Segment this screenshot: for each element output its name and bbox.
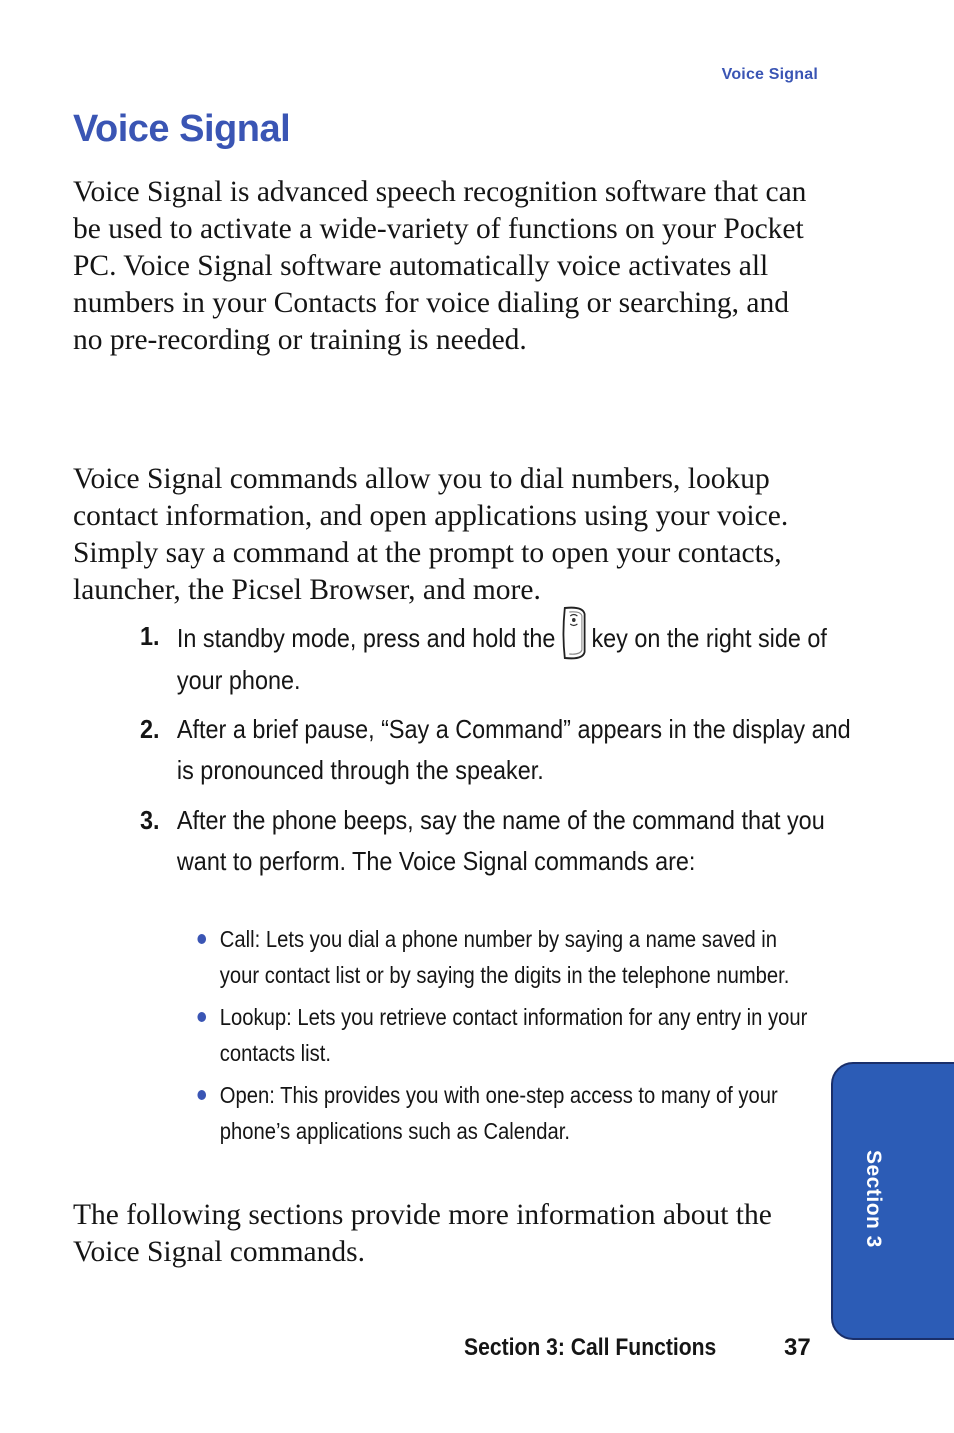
step-item <box>140 709 852 790</box>
section-tab-label: Section 3 <box>862 1150 885 1248</box>
bullet-dot-icon <box>197 1090 206 1100</box>
bullet-item <box>194 922 822 993</box>
page-number: 37 <box>784 1334 811 1361</box>
bullet-text: Open: This provides you with one-step access to many of your phone’s applications such as Calendar. <box>219 1082 778 1144</box>
step-text: In standby mode, press and hold the <box>176 622 556 653</box>
step-text: After the phone beeps, say the name of the command that you want to perform. The Voice Signal commands are: <box>176 805 825 876</box>
step-text: key on the right side of your phone. <box>176 622 827 695</box>
step-item <box>140 800 852 881</box>
bullet-text: Lookup: Lets you retrieve contact information for any entry in your contacts list. <box>219 1004 808 1066</box>
closing-paragraph: The following sections provide more information about the Voice Signal commands. <box>73 1199 772 1268</box>
step-number: 3. <box>140 805 160 835</box>
bullet-item <box>194 1078 822 1149</box>
intro-paragraph: Voice Signal is advanced speech recognition software that can be used to activate a wide-variety of functions on your Pocket PC. Voice Signal software automatically voice activates all numbers in your Contacts for voice dialing or searching, and no pre-recording or training is needed. <box>73 176 807 356</box>
bullet-dot-icon <box>197 934 206 944</box>
step-number: 2. <box>140 714 160 744</box>
footer-section-title: Section 3: Call Functions <box>464 1334 717 1361</box>
bullet-text: Call: Lets you dial a phone number by saying a name saved in your contact list or by saying the digits in the telephone number. <box>219 926 790 988</box>
bullet-item <box>194 1000 822 1071</box>
running-head: Voice Signal <box>721 66 818 83</box>
step-item <box>140 618 852 699</box>
bullet-dot-icon <box>197 1012 206 1022</box>
steps-list <box>140 618 851 881</box>
voice-key-icon <box>561 604 586 662</box>
step-text: After a brief pause, “Say a Command” appears in the display and is pronounced through the speaker. <box>176 714 851 785</box>
commands-paragraph: Voice Signal commands allow you to dial numbers, lookup contact information, and open applications using your voice. Simply say a command at the prompt to open your contacts, launcher, the Picsel Browser, and more. <box>73 463 789 606</box>
page-title: Voice Signal <box>73 108 291 150</box>
step-number: 1. <box>140 621 160 651</box>
section-tab <box>831 1062 954 1340</box>
command-bullet-list <box>194 922 814 1156</box>
